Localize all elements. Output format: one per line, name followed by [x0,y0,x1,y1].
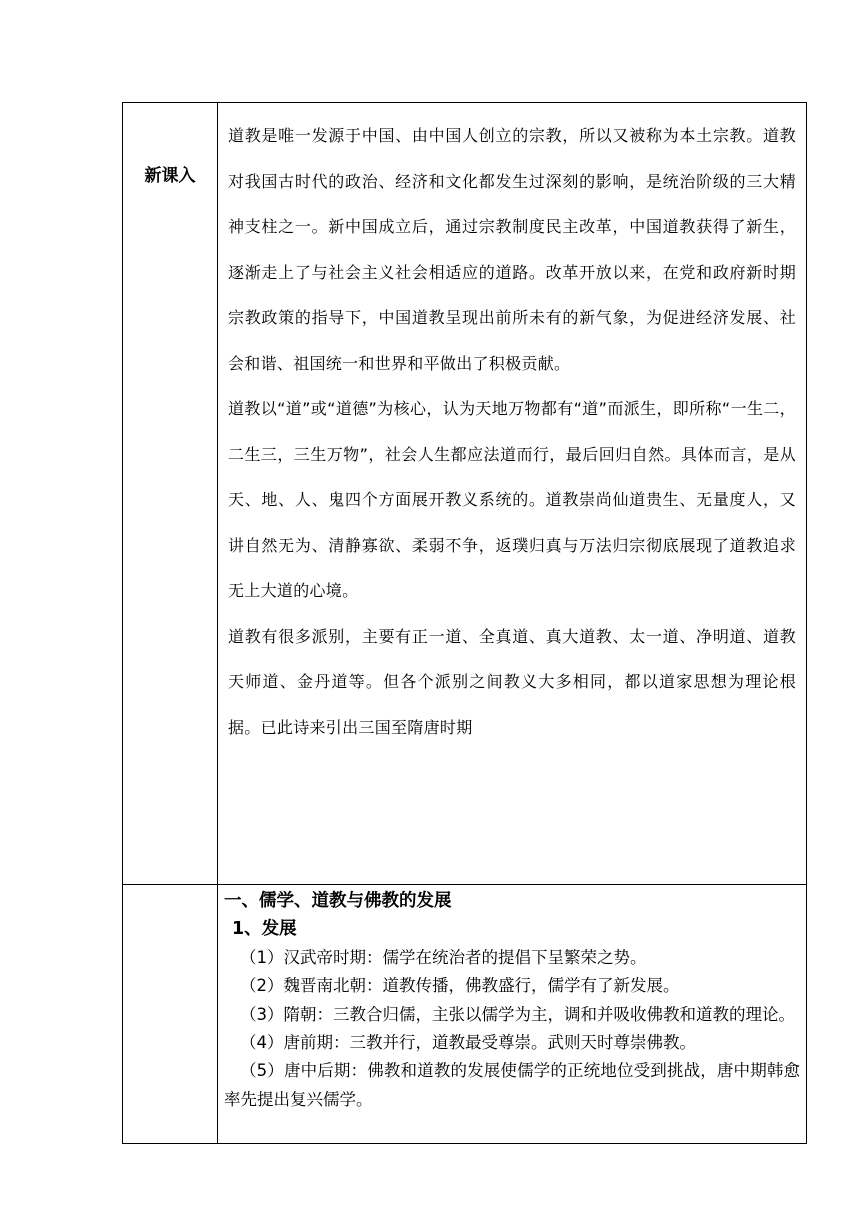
lesson-table [122,102,807,1144]
section-heading: 一、儒学、道教与佛教的发展 [224,891,452,911]
intro-paragraph: 道教以“道”或“道德”为核心，认为天地万物都有“道”而派生，即所称“一生二，二生三，三生万物”，社会人生都应法道而行，最后回归自然。具体而言，是从天、地、人、鬼四个方面展开教义系统的。道教崇尚仙道贵生、无量度人，又讲自然无为、清静寡欲、柔弱不争，返璞归真与万法归宗彻底展现了道教追求无上大道的心境。 [228,399,796,600]
development-item: （3）隋朝：三教合归儒，主张以儒学为主，调和并吸收佛教和道教的理论。 [240,1004,795,1024]
development-row [123,885,807,1144]
intro-label: 新课入 [123,103,218,885]
development-item: （2）魏晋南北朝：道教传播，佛教盛行，儒学有了新发展。 [240,976,680,996]
development-item: （5）唐中后期：佛教和道教的发展使儒学的正统地位受到挑战，唐中期韩愈率先提出复兴儒学。 [224,1061,800,1109]
intro-row [123,103,807,885]
development-content [218,885,807,1144]
development-item: （1）汉武帝时期：儒学在统治者的提倡下呈繁荣之势。 [240,947,647,967]
development-label-cell [123,885,218,1144]
intro-paragraph: 道教是唯一发源于中国、由中国人创立的宗教，所以又被称为本土宗教。道教对我国古时代的政治、经济和文化都发生过深刻的影响，是统治阶级的三大精神支柱之一。新中国成立后，通过宗教制度民主改革，中国道教获得了新生，逐渐走上了与社会主义社会相适应的道路。改革开放以来，在党和政府新时期宗教政策的指导下，中国道教呈现出前所未有的新气象，为促进经济发展、社会和谐、祖国统一和世界和平做出了积极贡献。 [228,126,796,373]
development-item: （4）唐前期：三教并行，道教最受尊崇。武则天时尊崇佛教。 [240,1033,696,1053]
intro-content [218,103,807,885]
intro-paragraph: 道教有很多派别，主要有正一道、全真道、真大道教、太一道、净明道、道教天师道、金丹道等。但各个派别之间教义大多相同，都以道家思想为理论根据。已此诗来引出三国至隋唐时期 [228,626,796,737]
section-subheading: 1、发展 [232,919,297,940]
